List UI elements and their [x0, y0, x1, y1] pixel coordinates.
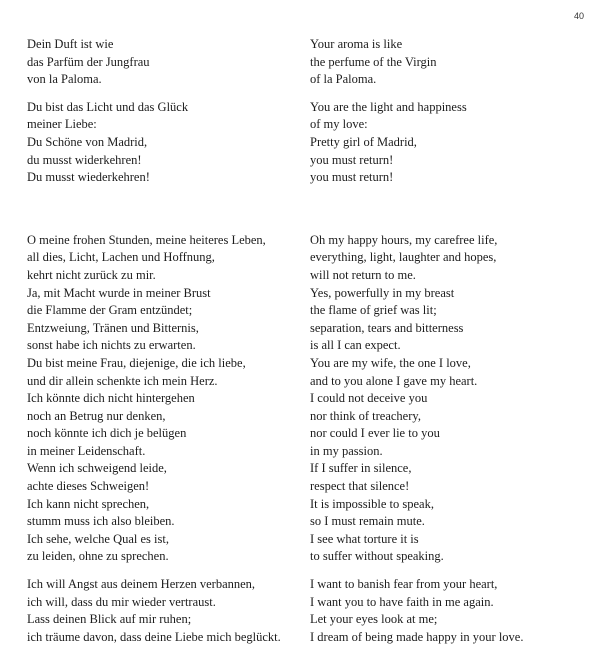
english-line: you must return! [310, 152, 394, 167]
german-line: zu leiden, ohne zu sprechen. [27, 549, 169, 564]
english-line: I want you to have faith in me again. [310, 594, 494, 609]
english-line: nor think of treachery, [310, 408, 421, 423]
english-line: is all I can expect. [310, 338, 401, 353]
english-line: Let your eyes look at me; [310, 612, 438, 627]
english-line: respect that silence! [310, 479, 410, 494]
german-line: kehrt nicht zurück zu mir. [27, 267, 156, 282]
english-line: I could not deceive you [310, 391, 428, 406]
german-line: Ich kann nicht sprechen, [27, 496, 150, 511]
english-line: and to you alone I gave my heart. [310, 373, 478, 388]
english-line: the perfume of the Virgin [310, 54, 437, 69]
german-line: O meine frohen Stunden, meine heiteres Leben, [27, 232, 266, 247]
german-line: ich träume davon, dass deine Liebe mich beglückt. [27, 629, 281, 644]
german-line: Ich sehe, welche Qual es ist, [27, 531, 169, 546]
english-line: You are my wife, the one I love, [310, 355, 471, 370]
german-line: das Parfüm der Jungfrau [27, 54, 150, 69]
english-line: in my passion. [310, 443, 383, 458]
german-stanza-4 [27, 576, 297, 646]
german-line: in meiner Leidenschaft. [27, 443, 146, 458]
english-line: If I suffer in silence, [310, 461, 412, 476]
german-stanza-3 [27, 232, 297, 566]
german-line: all dies, Licht, Lachen und Hoffnung, [27, 250, 215, 265]
english-line: You are the light and happiness [310, 99, 467, 114]
german-stanza-2 [27, 99, 297, 187]
german-line: Ja, mit Macht wurde in meiner Brust [27, 285, 211, 300]
german-line: und dir allein schenkte ich mein Herz. [27, 373, 218, 388]
english-stanza-1 [310, 36, 580, 89]
german-line: sonst habe ich nichts zu erwarten. [27, 338, 196, 353]
english-line: I want to banish fear from your heart, [310, 577, 498, 592]
english-line: so I must remain mute. [310, 514, 425, 529]
german-line: achte dieses Schweigen! [27, 479, 150, 494]
english-line: Pretty girl of Madrid, [310, 134, 417, 149]
english-line: nor could I ever lie to you [310, 426, 440, 441]
english-line: to suffer without speaking. [310, 549, 444, 564]
english-line: of my love: [310, 117, 368, 132]
german-line: Lass deinen Blick auf mir ruhen; [27, 612, 192, 627]
english-line: It is impossible to speak, [310, 496, 434, 511]
english-line: the flame of grief was lit; [310, 303, 437, 318]
english-line: Oh my happy hours, my carefree life, [310, 232, 498, 247]
english-stanza-3 [310, 232, 580, 566]
german-line: von la Paloma. [27, 72, 102, 87]
english-stanza-4 [310, 576, 580, 646]
english-line: of la Paloma. [310, 72, 377, 87]
german-line: Ich könnte dich nicht hintergehen [27, 391, 195, 406]
german-line: Du bist das Licht und das Glück [27, 99, 189, 114]
english-line: separation, tears and bitterness [310, 320, 464, 335]
english-text-column [310, 36, 580, 646]
german-line: noch an Betrug nur denken, [27, 408, 166, 423]
english-line: I dream of being made happy in your love. [310, 629, 524, 644]
english-line: you must return! [310, 170, 394, 185]
german-line: die Flamme der Gram entzündet; [27, 303, 193, 318]
english-line: Your aroma is like [310, 37, 403, 51]
german-line: Ich will Angst aus deinem Herzen verbannen, [27, 577, 256, 592]
english-line: will not return to me. [310, 267, 416, 282]
german-line: noch könnte ich dich je belügen [27, 426, 187, 441]
german-line: du musst widerkehren! [27, 152, 142, 167]
german-line: Du Schöne von Madrid, [27, 134, 148, 149]
german-line: stumm muss ich also bleiben. [27, 514, 175, 529]
english-stanza-2 [310, 99, 580, 187]
german-line: Dein Duft ist wie [27, 37, 114, 51]
page-number: 40 [573, 11, 584, 21]
german-line: Du musst wiederkehren! [27, 170, 150, 185]
english-line: everything, light, laughter and hopes, [310, 250, 497, 265]
german-line: meiner Liebe: [27, 117, 97, 132]
german-line: Entzweiung, Tränen und Bitternis, [27, 320, 199, 335]
german-stanza-1 [27, 36, 297, 89]
german-line: Du bist meine Frau, diejenige, die ich liebe, [27, 355, 246, 370]
english-line: Yes, powerfully in my breast [310, 285, 455, 300]
german-text-column [27, 36, 297, 646]
german-line: Wenn ich schweigend leide, [27, 461, 167, 476]
german-line: ich will, dass du mir wieder vertraust. [27, 594, 216, 609]
english-line: I see what torture it is [310, 531, 419, 546]
